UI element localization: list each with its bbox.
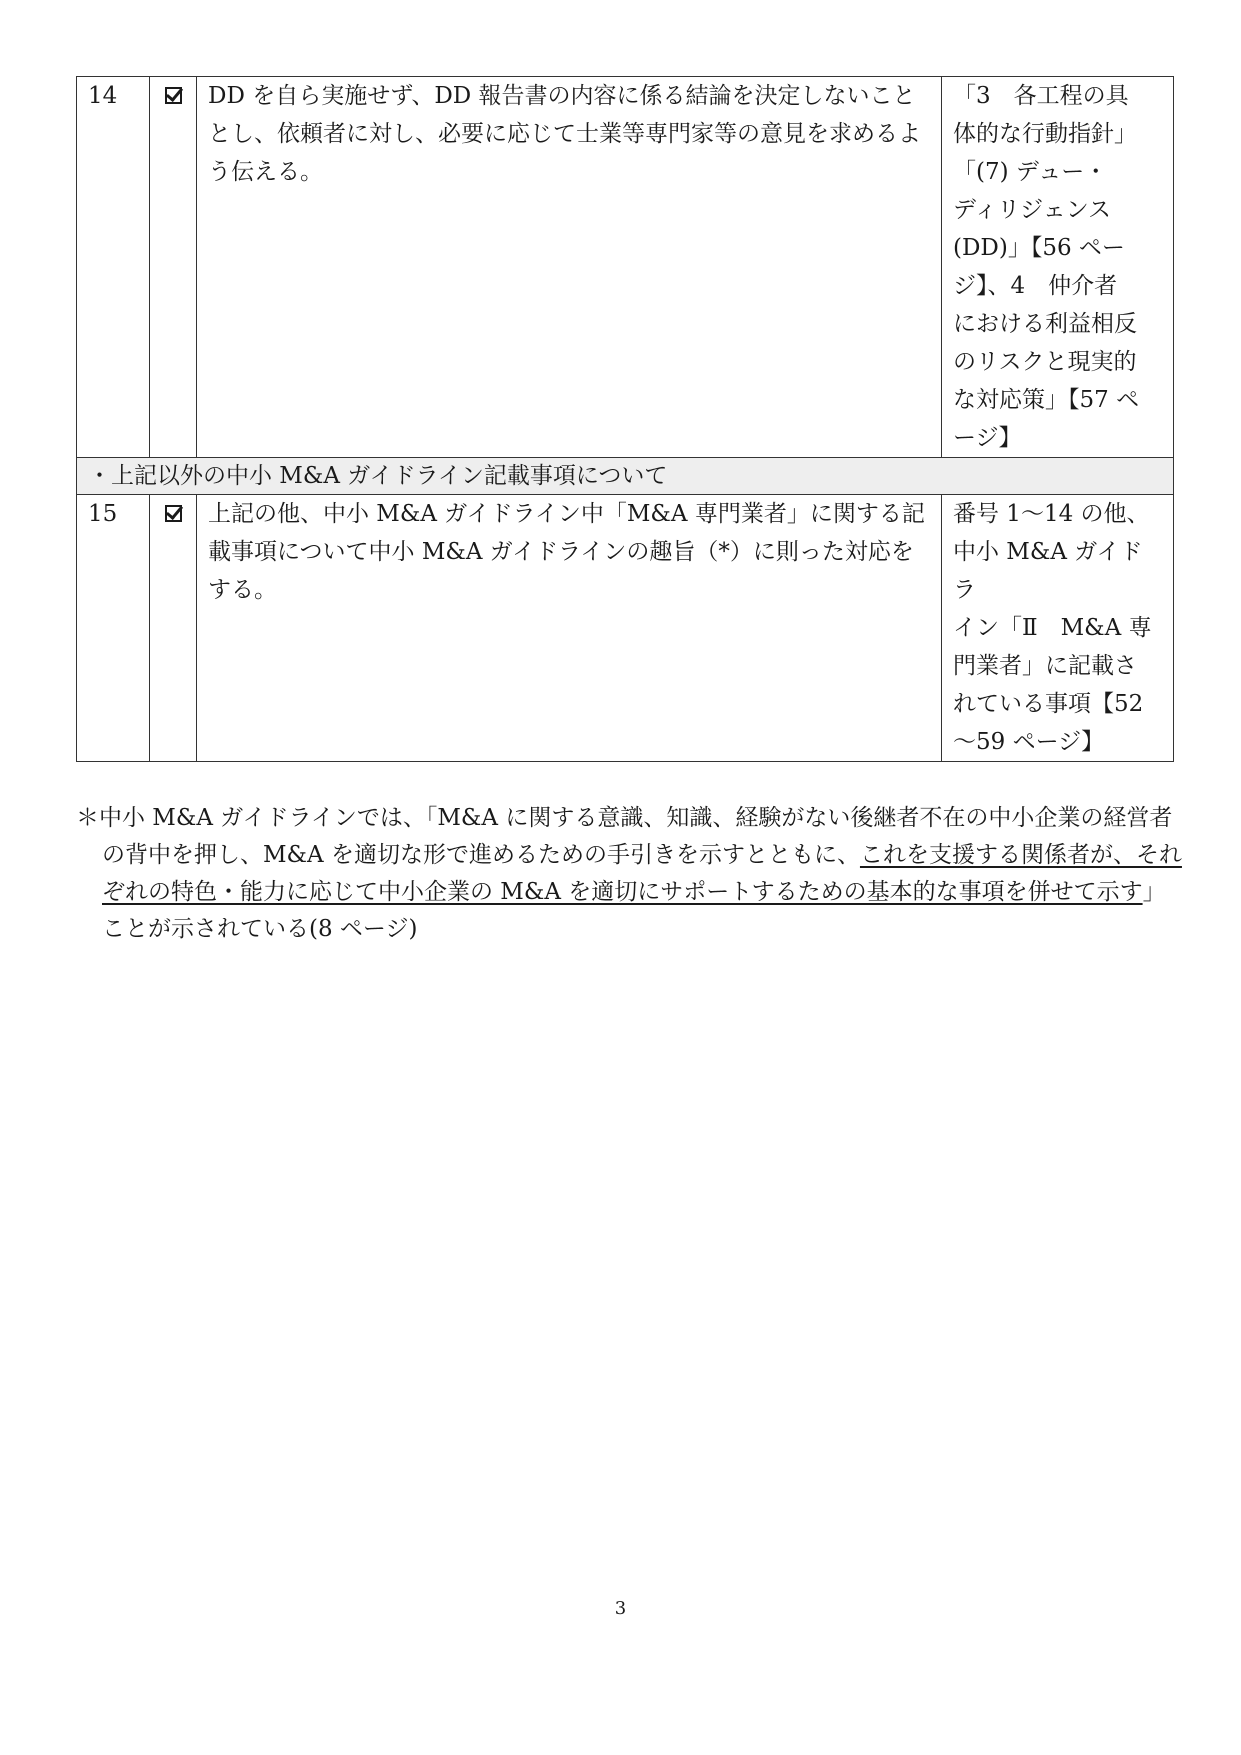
checkbox-cell bbox=[150, 495, 197, 762]
reference-line: における利益相反 bbox=[953, 311, 1137, 337]
reference-line: ディリジェンス bbox=[953, 197, 1112, 223]
item-reference bbox=[942, 77, 1174, 458]
reference-line: 「3 各工程の具 bbox=[953, 83, 1129, 109]
item-text: DD を自ら実施せず、DD 報告書の内容に係る結論を決定しないこととし、依頼者に対し、必要に応じて士業等専門家等の意見を求めるよう伝える。 bbox=[197, 77, 942, 458]
footnote-text-end: 」ことが示されている(8 ページ) bbox=[102, 879, 1166, 942]
section-heading-row bbox=[77, 458, 1174, 495]
table-row-14 bbox=[77, 77, 1174, 458]
table-row-15 bbox=[77, 495, 1174, 762]
reference-line: 門業者」に記載さ bbox=[953, 653, 1137, 679]
reference-line: 「(7) デュー・ bbox=[953, 159, 1108, 185]
section-heading: ・上記以外の中小 M&A ガイドライン記載事項について bbox=[77, 458, 1174, 495]
item-number: 15 bbox=[77, 495, 150, 762]
checkbox-cell bbox=[150, 77, 197, 458]
page-number: 3 bbox=[614, 1598, 627, 1619]
checked-box-icon bbox=[165, 87, 182, 104]
item-text: 上記の他、中小 M&A ガイドライン中「M&A 専門業者」に関する記載事項について中小 M&A ガイドラインの趣旨（*）に則った対応をする。 bbox=[197, 495, 942, 762]
footnote-text: ＊中小 M&A ガイドラインでは、「M&A に関する意識、知識、経験がない後継者不在の中小企業の経営者の背中を押し、M&A を適切な形で進めるための手引きを示すとともに、 bbox=[76, 805, 1173, 868]
item-reference bbox=[942, 495, 1174, 762]
reference-line: (DD)」【56 ペー bbox=[953, 235, 1125, 261]
footnote-underlined-text: これを支援する関係者が、それぞれの特色・能力に応じて中小企業の M&A を適切にサポートするための基本的な事項を併せて示す bbox=[102, 842, 1182, 905]
reference-line: ージ】 bbox=[953, 425, 1022, 451]
reference-line: イン「Ⅱ M&A 専 bbox=[953, 615, 1152, 641]
page-content bbox=[76, 76, 1182, 948]
reference-line: な対応策」【57 ペ bbox=[953, 387, 1140, 413]
reference-line: 番号 1〜14 の他、 bbox=[953, 501, 1150, 527]
footnote bbox=[76, 800, 1182, 948]
reference-line: れている事項【52 bbox=[953, 691, 1144, 717]
reference-line: ジ】、4 仲介者 bbox=[953, 273, 1118, 299]
reference-line: のリスクと現実的 bbox=[953, 349, 1137, 375]
checked-box-icon bbox=[165, 505, 182, 522]
item-number: 14 bbox=[77, 77, 150, 458]
reference-line: 〜59 ページ】 bbox=[953, 729, 1105, 755]
checklist-table bbox=[76, 76, 1174, 762]
reference-line: 中小 M&A ガイドラ bbox=[953, 539, 1143, 603]
reference-line: 体的な行動指針」 bbox=[953, 121, 1137, 147]
